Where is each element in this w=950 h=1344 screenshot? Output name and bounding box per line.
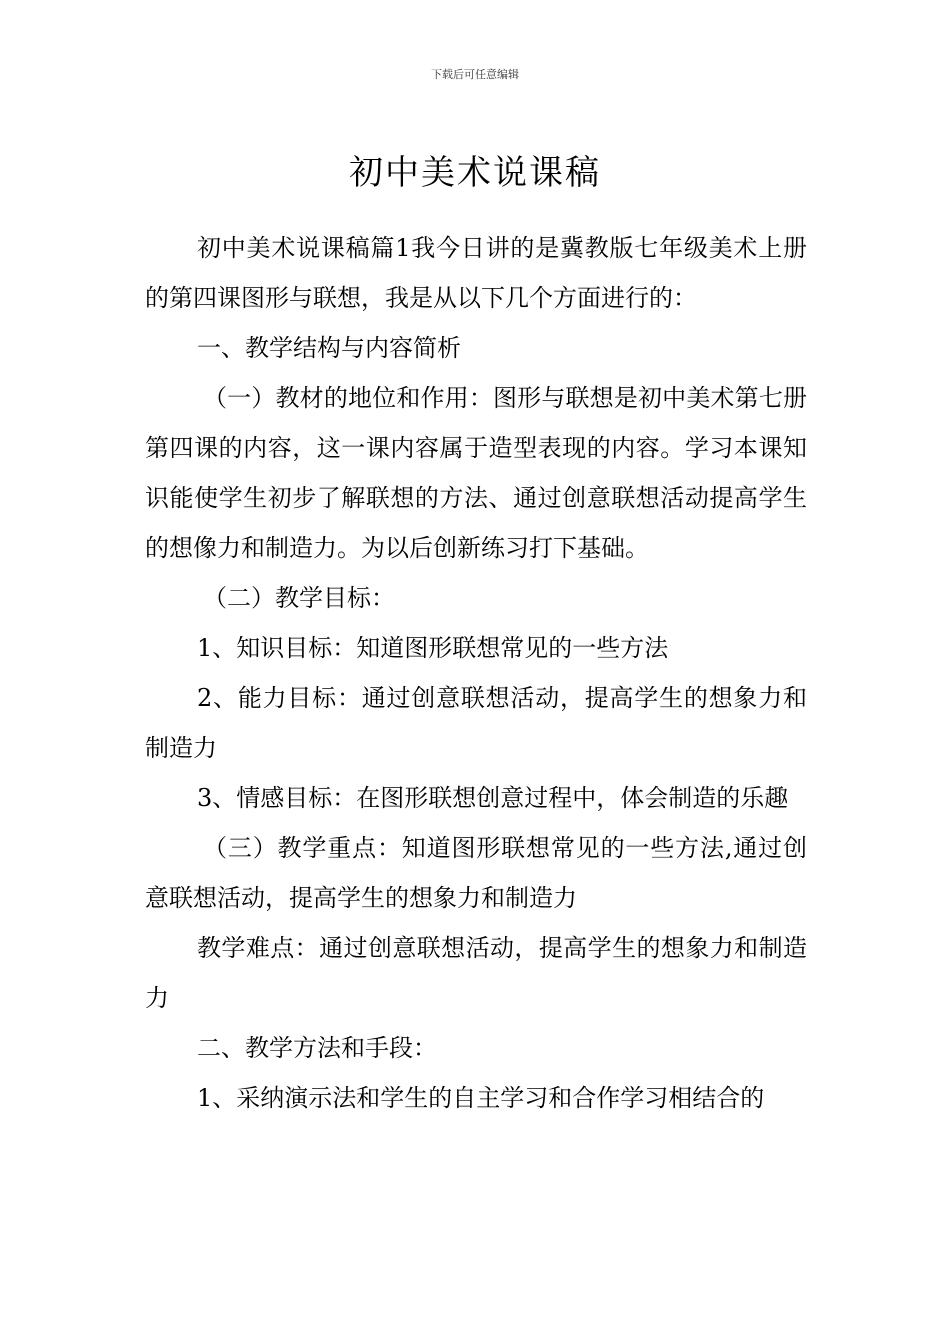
- paragraph-knowledge-goal: 1、知识目标：知道图形联想常见的一些方法: [197, 634, 669, 662]
- paragraph-difficulties: 教学难点：通过创意联想活动，提高学生的想象力和制造力: [145, 934, 807, 1012]
- paragraph-emotion-goal: 3、情感目标：在图形联想创意过程中，体会制造的乐趣: [197, 784, 789, 812]
- paragraph-method-1: 1、采纳演示法和学生的自主学习和合作学习相结合的: [197, 1084, 765, 1112]
- document-title: 初中美术说课稿: [349, 152, 601, 193]
- paragraph-section-1-heading: 一、教学结构与内容简析: [197, 334, 461, 362]
- paragraph-key-points: （三）教学重点：知道图形联想常见的一些方法,通过创意联想活动，提高学生的想象力和制造力: [145, 834, 807, 912]
- paragraph-intro: 初中美术说课稿篇1我今日讲的是冀教版七年级美术上册的第四课图形与联想，我是从以下几个方面进行的：: [145, 234, 807, 312]
- paragraph-section-2-heading: 二、教学方法和手段：: [197, 1034, 437, 1062]
- paragraph-ability-goal: 2、能力目标：通过创意联想活动，提高学生的想象力和制造力: [145, 684, 807, 762]
- paragraph-teaching-goals: （二）教学目标：: [203, 584, 395, 612]
- header-note: 下载后可任意编辑: [431, 68, 519, 81]
- document-body: [145, 223, 807, 1123]
- paragraph-material-role: （一）教材的地位和作用：图形与联想是初中美术第七册第四课的内容，这一课内容属于造型表现的内容。学习本课知识能使学生初步了解联想的方法、通过创意联想活动提高学生的想像力和制造力。为以后创新练习打下基础。: [145, 384, 807, 562]
